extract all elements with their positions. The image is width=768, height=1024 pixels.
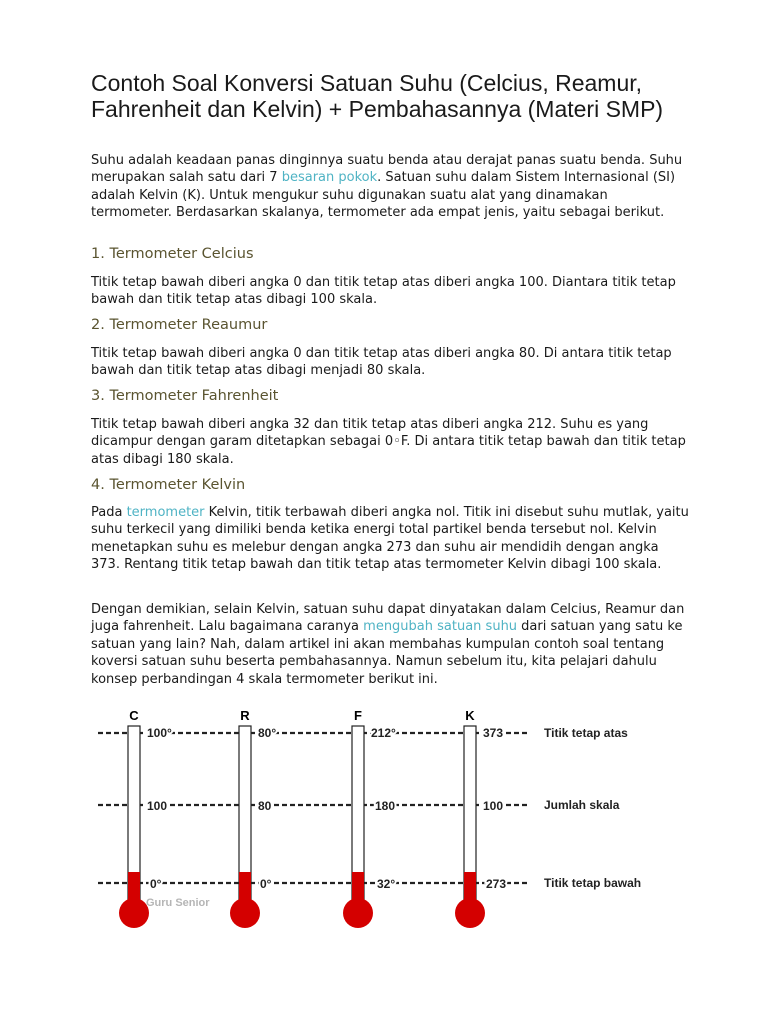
scale-count-value: 100 xyxy=(483,799,504,813)
heading-celcius: 1. Termometer Celcius xyxy=(91,246,254,262)
paragraph-fahrenheit: Titik tetap bawah diberi angka 32 dan titik tetap atas diberi angka 212. Suhu es yang dicampur dengan garam ditetapkan sebagai 0◦F. Di antara titik tetap bawah dan titik tetap atas dibagi 180 skala. xyxy=(91,417,686,467)
intro-text-1: Suhu adalah keadaan panas dinginnya suatu benda atau derajat panas suatu benda. Suhu merupakan salah satu dari 7 xyxy=(91,153,683,186)
paragraph-kelvin xyxy=(91,504,691,574)
kelvin-text-1: Pada xyxy=(91,505,127,520)
link-besaran-pokok[interactable]: besaran pokok xyxy=(281,170,378,186)
closing-text-1: Dengan demikian, selain Kelvin, satuan suhu dapat dinyatakan dalam Celcius, Reamur dan juga fahrenheit. Lalu bagaimana caranya xyxy=(91,602,685,635)
closing-paragraph xyxy=(91,601,691,688)
scale-letter: R xyxy=(240,708,250,723)
heading-kelvin: 4. Termometer Kelvin xyxy=(91,477,246,493)
row-label-upper: Titik tetap atas xyxy=(544,726,628,740)
mercury-bulb xyxy=(119,898,149,928)
row-label-lower: Titik tetap bawah xyxy=(544,876,642,890)
thermometer-figure xyxy=(90,706,690,936)
heading-fahrenheit: 3. Termometer Fahrenheit xyxy=(91,388,279,404)
scale-bottom-value: 32° xyxy=(377,877,396,891)
scale-bottom-value: 0° xyxy=(150,877,162,891)
scale-bottom-value: 0° xyxy=(260,877,272,891)
scale-count-value: 180 xyxy=(375,799,396,813)
intro-paragraph xyxy=(91,152,691,222)
kelvin-text-2: Kelvin, titik terbawah diberi angka nol. Titik ini disebut suhu mutlak, yaitu suhu terkecil yang dimiliki benda ketika energi total partikel benda tersebut nol. Kelvin menetapkan suhu es melebur dengan angka 273 dan suhu air mendidih dengan angka 373. Rentang titik tetap bawah dan titik tetap atas termometer Kelvin dibagi 100 skala. xyxy=(91,505,689,573)
mercury-bulb xyxy=(455,898,485,928)
scale-letter: C xyxy=(129,708,139,723)
scale-bottom-value: 273 xyxy=(486,877,507,891)
mercury-bulb xyxy=(230,898,260,928)
paragraph-celcius: Titik tetap bawah diberi angka 0 dan titik tetap atas diberi angka 100. Diantara titik tetap bawah dan titik tetap atas dibagi 100 skala. xyxy=(91,275,676,308)
intro-text-2: . Satuan suhu dalam Sistem Internasional (SI) adalah Kelvin (K). Untuk mengukur suhu digunakan suatu alat yang dinamakan termometer. Berdasarkan skalanya, termometer ada empat jenis, yaitu sebagai berikut. xyxy=(91,170,676,221)
scale-count-value: 80 xyxy=(258,799,272,813)
thermometer-kelvin xyxy=(455,708,506,928)
closing-text-2: dari satuan yang satu ke satuan yang lain? Nah, dalam artikel ini akan membahas kumpulan contoh soal tentang koversi satuan suhu beserta pembahasannya. Namun sebelum itu, kita pelajari dahulu konsep perbandingan 4 skala termometer berikut ini. xyxy=(91,619,683,687)
page-title: Contoh Soal Konversi Satuan Suhu (Celcius, Reamur, Fahrenheit dan Kelvin) + Pembahasannya (Materi SMP) xyxy=(91,70,664,122)
thermometer-fahrenheit xyxy=(343,708,396,928)
watermark: Guru Senior xyxy=(146,897,210,909)
scale-top-value: 100° xyxy=(147,726,172,740)
scale-top-value: 373 xyxy=(483,726,504,740)
scale-letter: F xyxy=(354,708,362,723)
mercury-bulb xyxy=(343,898,373,928)
scale-count-value: 100 xyxy=(147,799,168,813)
heading-reaumur: 2. Termometer Reaumur xyxy=(91,317,268,333)
thermometer-celcius xyxy=(119,708,172,928)
scale-letter: K xyxy=(465,708,475,723)
scale-top-value: 212° xyxy=(371,726,396,740)
thermometer-reaumur xyxy=(230,708,276,928)
row-label-count: Jumlah skala xyxy=(544,798,620,812)
link-termometer[interactable]: termometer xyxy=(126,505,205,520)
link-mengubah-satuan-suhu[interactable]: mengubah satuan suhu xyxy=(363,619,518,635)
paragraph-reaumur: Titik tetap bawah diberi angka 0 dan titik tetap atas diberi angka 80. Di antara titik tetap bawah dan titik tetap atas dibagi menjadi 80 skala. xyxy=(91,346,672,379)
scale-top-value: 80° xyxy=(258,726,277,740)
